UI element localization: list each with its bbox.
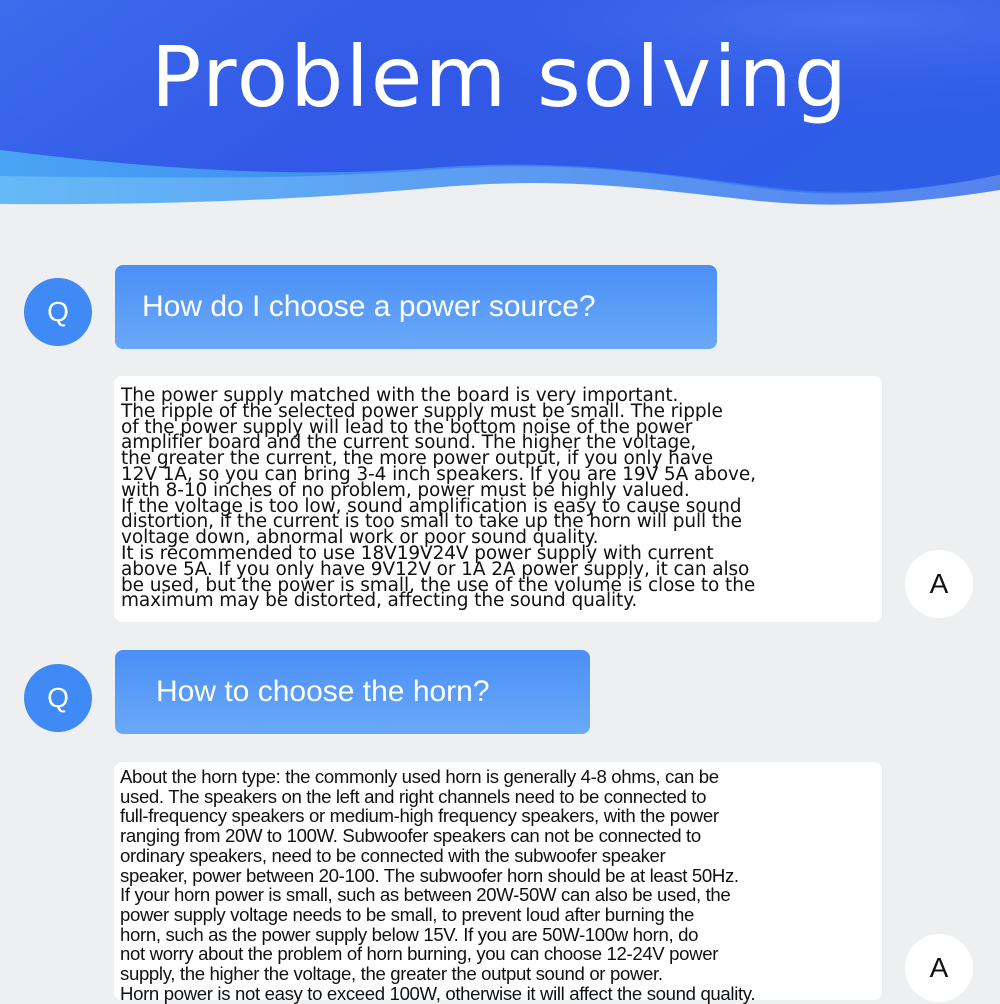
answer-1-line: voltage down, abnormal work or poor sound quality. (121, 527, 599, 549)
answer-2-line: not worry about the problem of horn burning, you can choose 12-24V power (120, 943, 719, 965)
question-badge-1: Q (24, 278, 92, 346)
answer-1-line: the greater the current, the more power output, if you only have (121, 448, 714, 470)
answer-2-line: If your horn power is small, such as between 20W-50W can also be used, the (120, 884, 731, 906)
answer-1-line: above 5A. If you only have 9V12V or 1A 2A power supply, it can also (121, 558, 750, 580)
answer-2-line: used. The speakers on the left and right channels need to be connected to (120, 785, 707, 807)
answer-badge-2: A (905, 934, 973, 1002)
answer-2-line: power supply voltage needs to be small, to prevent loud after burning the (120, 903, 694, 925)
answer-2-line: supply, the higher the voltage, the greater the output sound or power. (120, 963, 663, 985)
question-box-2 (115, 650, 590, 734)
answer-2-line: ordinary speakers, need to be connected with the subwoofer speaker (120, 844, 666, 866)
page-title: Problem solving (150, 28, 850, 126)
answer-1-line: The ripple of the selected power supply must be small. The ripple (121, 400, 723, 422)
question-box-1 (115, 265, 717, 349)
answer-2-line: horn, such as the power supply below 15V. If you are 50W-100w horn, do (120, 923, 699, 945)
answer-1-line: distortion, if the current is too small to take up the horn will pull the (121, 511, 742, 533)
answer-2-line: About the horn type: the commonly used horn is generally 4-8 ohms, can be (120, 766, 719, 787)
answer-2-line: Horn power is not easy to exceed 100W, otherwise it will affect the sound quality. (120, 982, 756, 1004)
answer-1-line: amplifier board and the current sound. The higher the voltage, (121, 432, 697, 454)
answer-2-line: speaker, power between 20-100. The subwoofer horn should be at least 50Hz. (120, 864, 739, 886)
answer-2-line: full-frequency speakers or medium-high frequency speakers, with the power (120, 805, 719, 827)
answer-badge-1: A (905, 550, 973, 618)
question-text-2: How to choose the horn? (156, 675, 490, 708)
answer-1-line: maximum may be distorted, affecting the sound quality. (121, 590, 638, 612)
answer-1-line: with 8-10 inches of no problem, power must be highly valued. (121, 479, 690, 501)
question-text-1: How do I choose a power source? (142, 290, 596, 323)
answer-2-line: ranging from 20W to 100W. Subwoofer speakers can not be connected to (120, 825, 701, 847)
answer-1-line: be used, but the power is small, the use of the volume is close to the (121, 574, 756, 596)
answer-1-line: of the power supply will lead to the bottom noise of the power (121, 416, 693, 438)
answer-1-line: It is recommended to use 18V19V24V power supply with current (121, 542, 714, 564)
answer-box-2 (114, 762, 882, 1004)
header-banner (0, 0, 1000, 220)
answer-1-line: The power supply matched with the board is very important. (121, 385, 679, 406)
answer-box-1 (114, 376, 882, 622)
answer-1-line: 12V 1A, so you can bring 3-4 inch speakers. If you are 19V 5A above, (121, 463, 756, 485)
question-badge-2: Q (24, 664, 92, 732)
answer-1-line: If the voltage is too low, sound amplification is easy to cause sound (121, 495, 742, 517)
